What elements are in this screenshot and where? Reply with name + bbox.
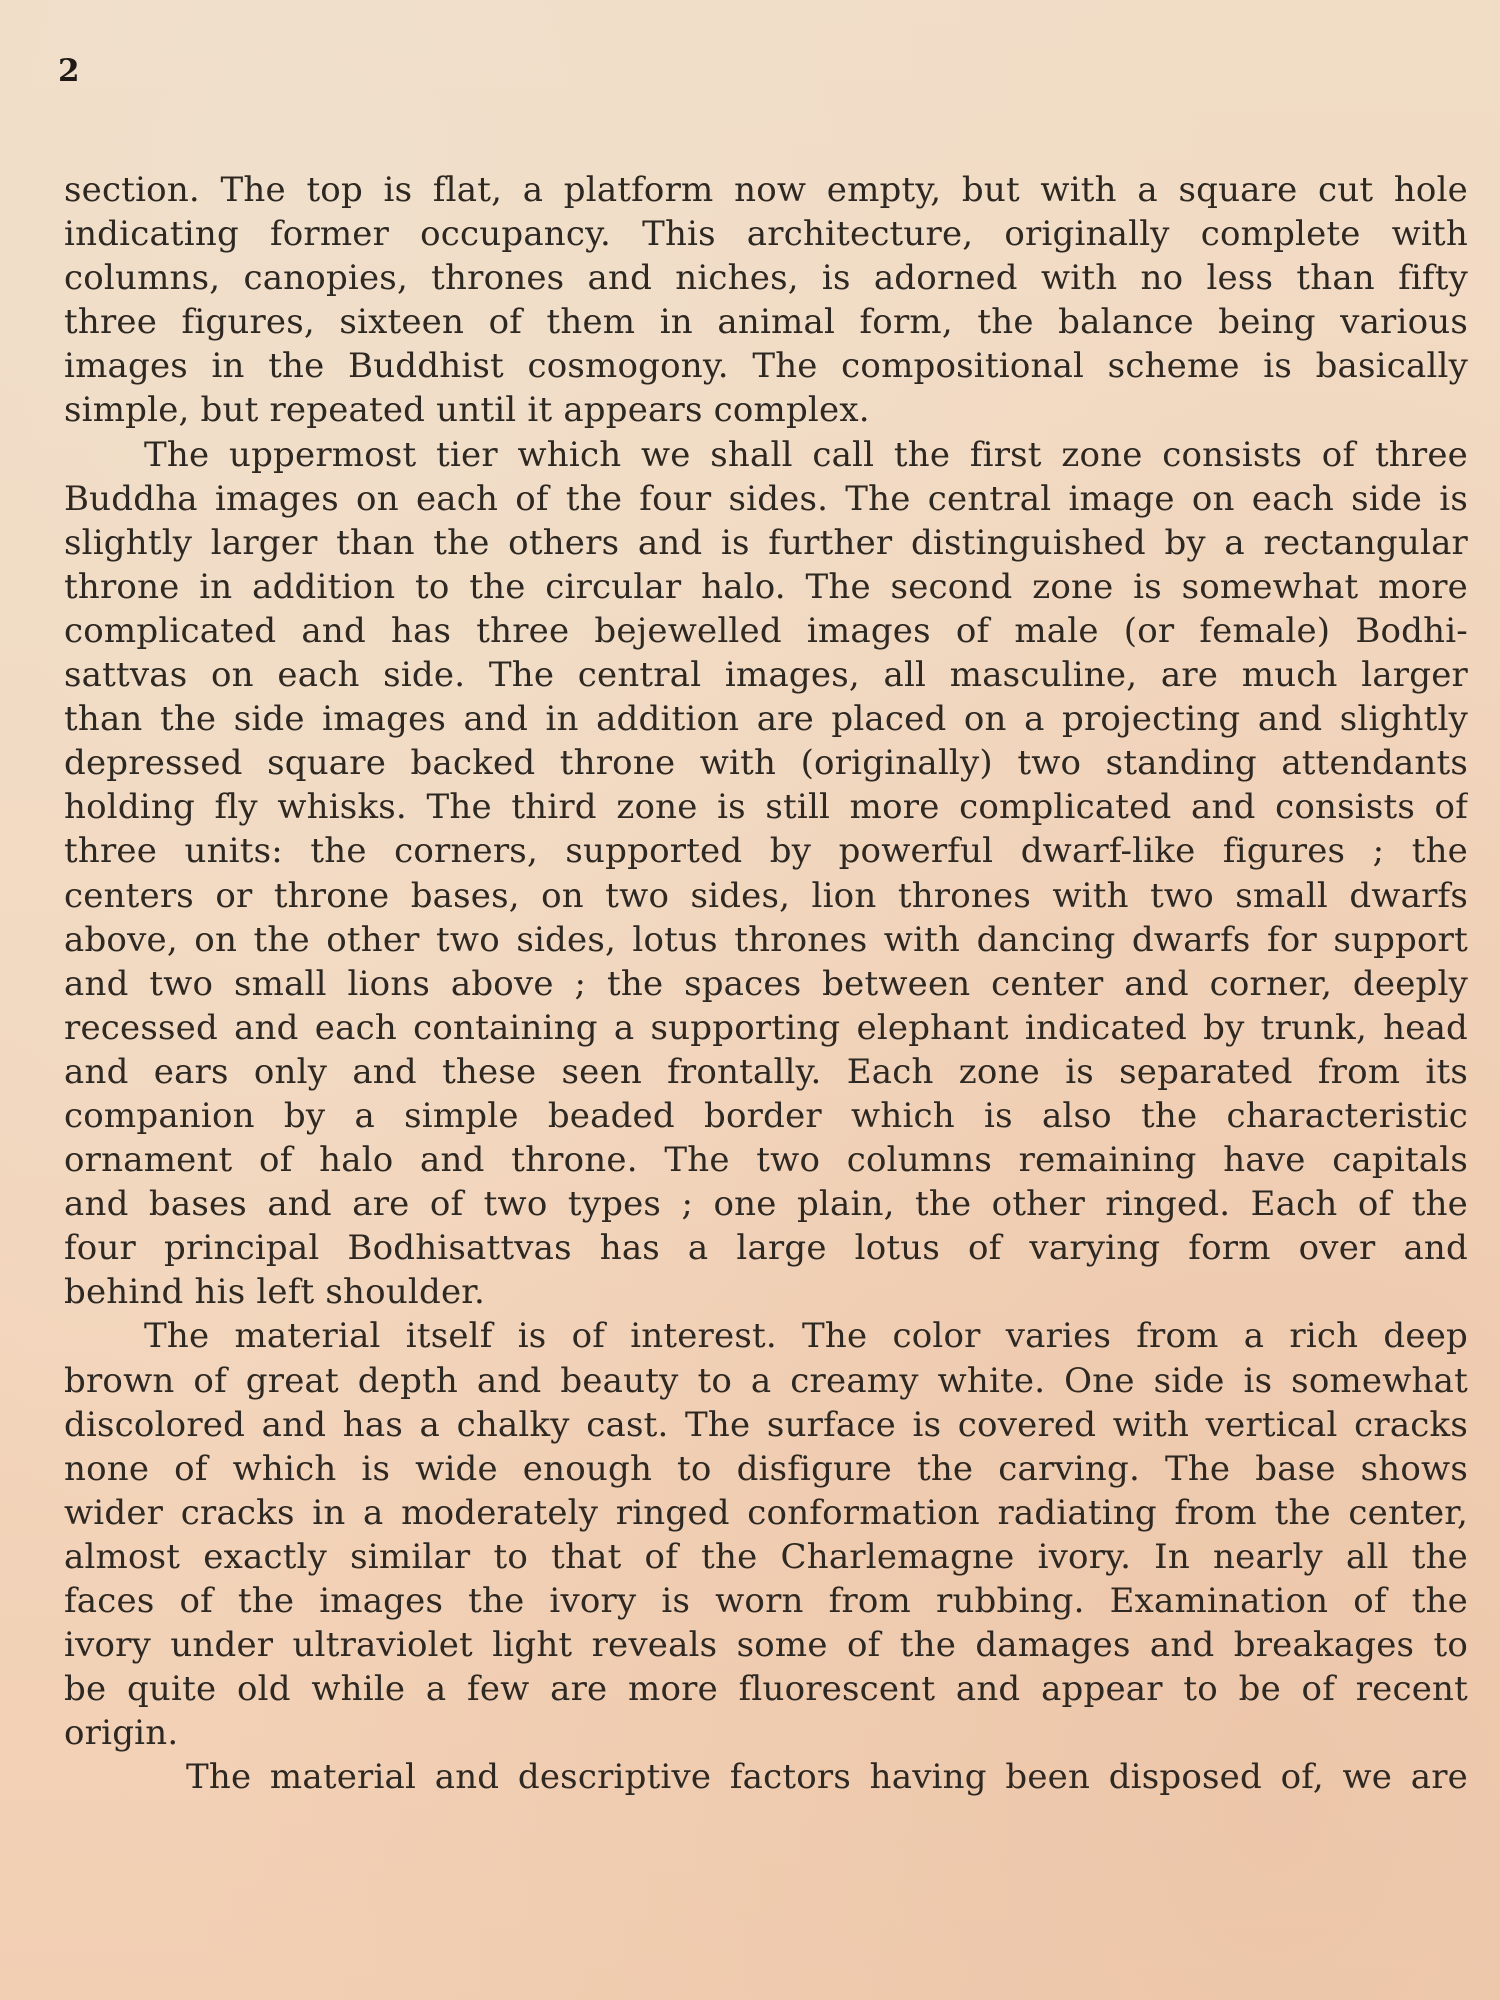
text-line: and two small lions above ; the spaces between center and corner, deeply	[64, 963, 1468, 1004]
text-line: sattvas on each side. The central images, all masculine, are much larger	[64, 655, 1468, 696]
text-line: behind his left shoulder.	[64, 1272, 486, 1313]
text-line: ornament of halo and throne. The two columns remaining have capitals	[64, 1140, 1468, 1181]
text-line: throne in addition to the circular halo. The second zone is somewhat more	[64, 566, 1468, 607]
paragraph-start-line: The material and descriptive factors having been disposed of, we are	[186, 1757, 1468, 1798]
text-line: three figures, sixteen of them in animal form, the balance being various	[64, 302, 1468, 343]
text-line: ivory under ultraviolet light reveals some of the damages and breakages to	[64, 1625, 1468, 1666]
text-line: be quite old while a few are more fluorescent and appear to be of recent	[64, 1669, 1468, 1710]
text-line: faces of the images the ivory is worn from rubbing. Examination of the	[64, 1581, 1468, 1621]
text-line: than the side images and in addition are placed on a projecting and slightly	[64, 699, 1468, 740]
text-line: depressed square backed throne with (originally) two standing attendants	[64, 743, 1468, 784]
text-line: indicating former occupancy. This architecture, originally complete with	[64, 214, 1468, 255]
text-line: Buddha images on each of the four sides. The central image on each side is	[64, 478, 1468, 519]
text-line: brown of great depth and beauty to a creamy white. One side is somewhat	[64, 1360, 1468, 1401]
paragraph-start-line: The uppermost tier which we shall call the first zone consists of three	[144, 434, 1468, 475]
body-text	[64, 168, 1468, 1799]
text-line: origin.	[64, 1713, 179, 1754]
text-line: slightly larger than the others and is further distinguished by a rectangular	[64, 522, 1468, 563]
text-line: above, on the other two sides, lotus thrones with dancing dwarfs for support	[64, 919, 1468, 960]
text-line: centers or throne bases, on two sides, lion thrones with two small dwarfs	[64, 875, 1468, 916]
text-line: images in the Buddhist cosmogony. The compositional scheme is basically	[64, 346, 1468, 387]
text-line: none of which is wide enough to disfigure the carving. The base shows	[64, 1448, 1468, 1489]
text-line: simple, but repeated until it appears complex.	[64, 390, 870, 431]
text-line: three units: the corners, supported by powerful dwarf-like figures ; the	[64, 831, 1468, 872]
text-line: and ears only and these seen frontally. Each zone is separated from its	[64, 1051, 1468, 1092]
text-line: companion by a simple beaded border which is also the characteristic	[64, 1095, 1468, 1136]
text-line: complicated and has three bejewelled images of male (or female) Bodhi-	[64, 610, 1468, 651]
text-line: wider cracks in a moderately ringed conformation radiating from the center,	[64, 1492, 1468, 1533]
text-line: four principal Bodhisattvas has a large lotus of varying form over and	[64, 1228, 1468, 1269]
text-line: and bases and are of two types ; one plain, the other ringed. Each of the	[64, 1184, 1468, 1225]
page-number: 2	[58, 53, 80, 89]
text-line: section. The top is flat, a platform now empty, but with a square cut hole	[64, 170, 1468, 210]
paragraph-start-line: The material itself is of interest. The color varies from a rich deep	[144, 1316, 1468, 1357]
text-line: discolored and has a chalky cast. The surface is covered with vertical cracks	[64, 1404, 1468, 1445]
text-line: recessed and each containing a supporting elephant indicated by trunk, head	[64, 1007, 1468, 1048]
text-line: almost exactly similar to that of the Charlemagne ivory. In nearly all the	[64, 1536, 1468, 1577]
text-line: holding fly whisks. The third zone is still more complicated and consists of	[64, 787, 1468, 828]
text-line: columns, canopies, thrones and niches, is adorned with no less than fifty	[64, 258, 1468, 299]
